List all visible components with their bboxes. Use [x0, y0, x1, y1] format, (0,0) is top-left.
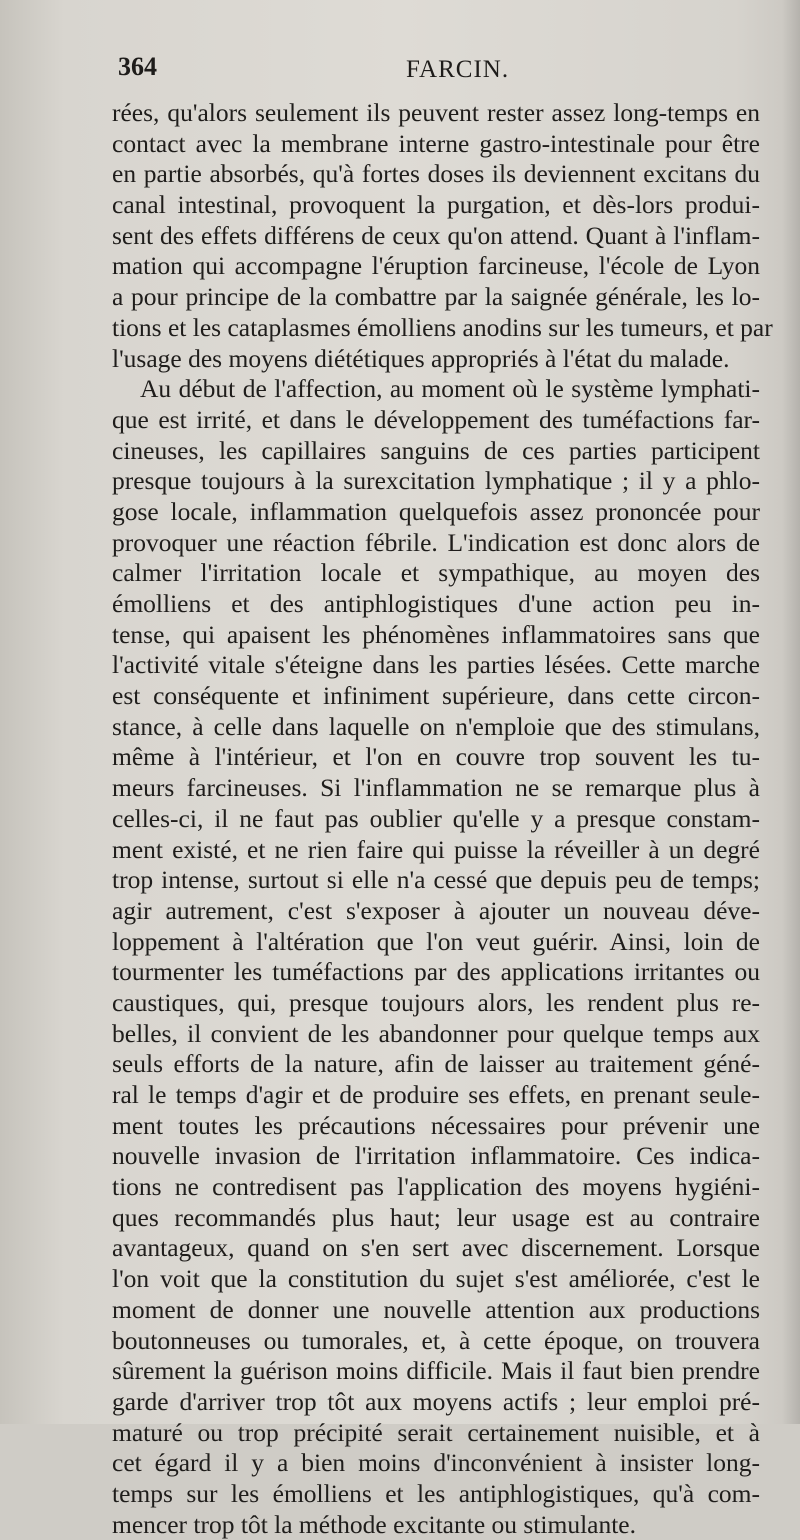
text-line: canal intestinal, provoquent la purgation, et dès-lors produi- [112, 190, 760, 220]
text-line: ment existé, et ne rien faire qui puisse la réveiller à un degré [112, 834, 760, 864]
text-line: ment toutes les précautions nécessaires pour prévenir une [112, 1110, 760, 1140]
text-line: presque toujours à la surexcitation lymphatique ; il y a phlo- [112, 466, 760, 496]
text-line: ral le temps d'agir et de produire ses effets, en prenant seule- [112, 1080, 760, 1109]
text-line: même à l'intérieur, et l'on en couvre trop souvent les tu- [112, 742, 760, 772]
text-line: tourmenter les tuméfactions par des applications irritantes ou [112, 957, 760, 987]
text-line: l'activité vitale s'éteigne dans les parties lésées. Cette marche [112, 650, 760, 680]
text-line: est conséquente et infiniment supérieure, dans cette circon- [112, 681, 760, 711]
text-line: belles, il convient de les abandonner pour quelque temps aux [112, 1018, 760, 1048]
text-line: l'on voit que la constitution du sujet s'est améliorée, c'est le [112, 1264, 760, 1294]
text-line: mencer trop tôt la méthode excitante ou stimulante. [112, 1509, 636, 1539]
text-line: que est irrité, et dans le développement des tuméfactions far- [112, 404, 760, 434]
text-line: loppement à l'altération que l'on veut guérir. Ainsi, loin de [112, 926, 760, 956]
text-line: mation qui accompagne l'éruption farcineuse, l'école de Lyon [112, 251, 760, 281]
text-line: provoquer une réaction fébrile. L'indication est donc alors de [112, 527, 760, 557]
text-line: émolliens et des antiphlogistiques d'une action peu in- [112, 589, 760, 618]
text-line: tense, qui apaisent les phénomènes inflammatoires sans que [112, 619, 760, 649]
text-line: cet égard il y a bien moins d'inconvénient à insister long- [112, 1448, 760, 1478]
text-line: rées, qu'alors seulement ils peuvent rester assez long-temps en [112, 98, 760, 127]
body-text [112, 98, 773, 1540]
text-line: tions et les cataplasmes émolliens anodins sur les tumeurs, et par [112, 312, 773, 342]
text-line: en partie absorbés, qu'à fortes doses ils deviennent excitans du [112, 159, 760, 189]
text-line: cineuses, les capillaires sanguins de ces parties participent [112, 435, 760, 465]
text-line: temps sur les émolliens et les antiphlogistiques, qu'à com- [112, 1478, 760, 1508]
text-line: nouvelle invasion de l'irritation inflammatoire. Ces indica- [112, 1141, 760, 1171]
text-line: agir autrement, c'est s'exposer à ajouter un nouveau déve- [112, 895, 760, 925]
text-line: seuls efforts de la nature, afin de laisser au traitement géné- [112, 1049, 760, 1079]
running-title: FARCIN. [406, 56, 510, 83]
text-line: calmer l'irritation locale et sympathique, au moyen des [112, 558, 760, 588]
text-line: contact avec la membrane interne gastro-intestinale pour être [112, 128, 760, 158]
text-line: sûrement la guérison moins difficile. Mais il faut bien prendre [112, 1356, 760, 1386]
text-line: meurs farcineuses. Si l'inflammation ne se remarque plus à [112, 773, 760, 803]
text-line: celles-ci, il ne faut pas oublier qu'elle y a presque constam- [112, 803, 760, 833]
text-line: sent des effets différens de ceux qu'on attend. Quant à l'inflam- [112, 220, 760, 250]
text-line: avantageux, quand on s'en sert avec discernement. Lorsque [112, 1233, 760, 1263]
text-line: l'usage des moyens diététiques appropriés à l'état du malade. [112, 343, 730, 373]
page-edge-shadow [782, 0, 800, 1424]
page-number: 364 [118, 52, 157, 81]
text-line: Au début de l'affection, au moment où le système lymphati- [140, 374, 760, 404]
text-line: boutonneuses ou tumorales, et, à cette époque, on trouvera [112, 1325, 760, 1355]
text-line: moment de donner une nouvelle attention aux productions [112, 1294, 760, 1324]
text-line: caustiques, qui, presque toujours alors, les rendent plus re- [112, 987, 760, 1017]
text-line: ques recommandés plus haut; leur usage est au contraire [112, 1202, 760, 1232]
text-line: stance, à celle dans laquelle on n'emploie que des stimulans, [112, 711, 760, 741]
text-line: gose locale, inflammation quelquefois assez prononcée pour [112, 496, 760, 526]
text-line: maturé ou trop précipité serait certainement nuisible, et à [112, 1417, 760, 1447]
text-line: a pour principe de la combattre par la saignée générale, les lo- [112, 282, 760, 312]
text-line: tions ne contredisent pas l'application des moyens hygiéni- [112, 1172, 760, 1202]
text-line: garde d'arriver trop tôt aux moyens actifs ; leur emploi pré- [112, 1386, 760, 1416]
text-line: trop intense, surtout si elle n'a cessé que depuis peu de temps; [112, 865, 760, 895]
page-header [118, 52, 758, 92]
